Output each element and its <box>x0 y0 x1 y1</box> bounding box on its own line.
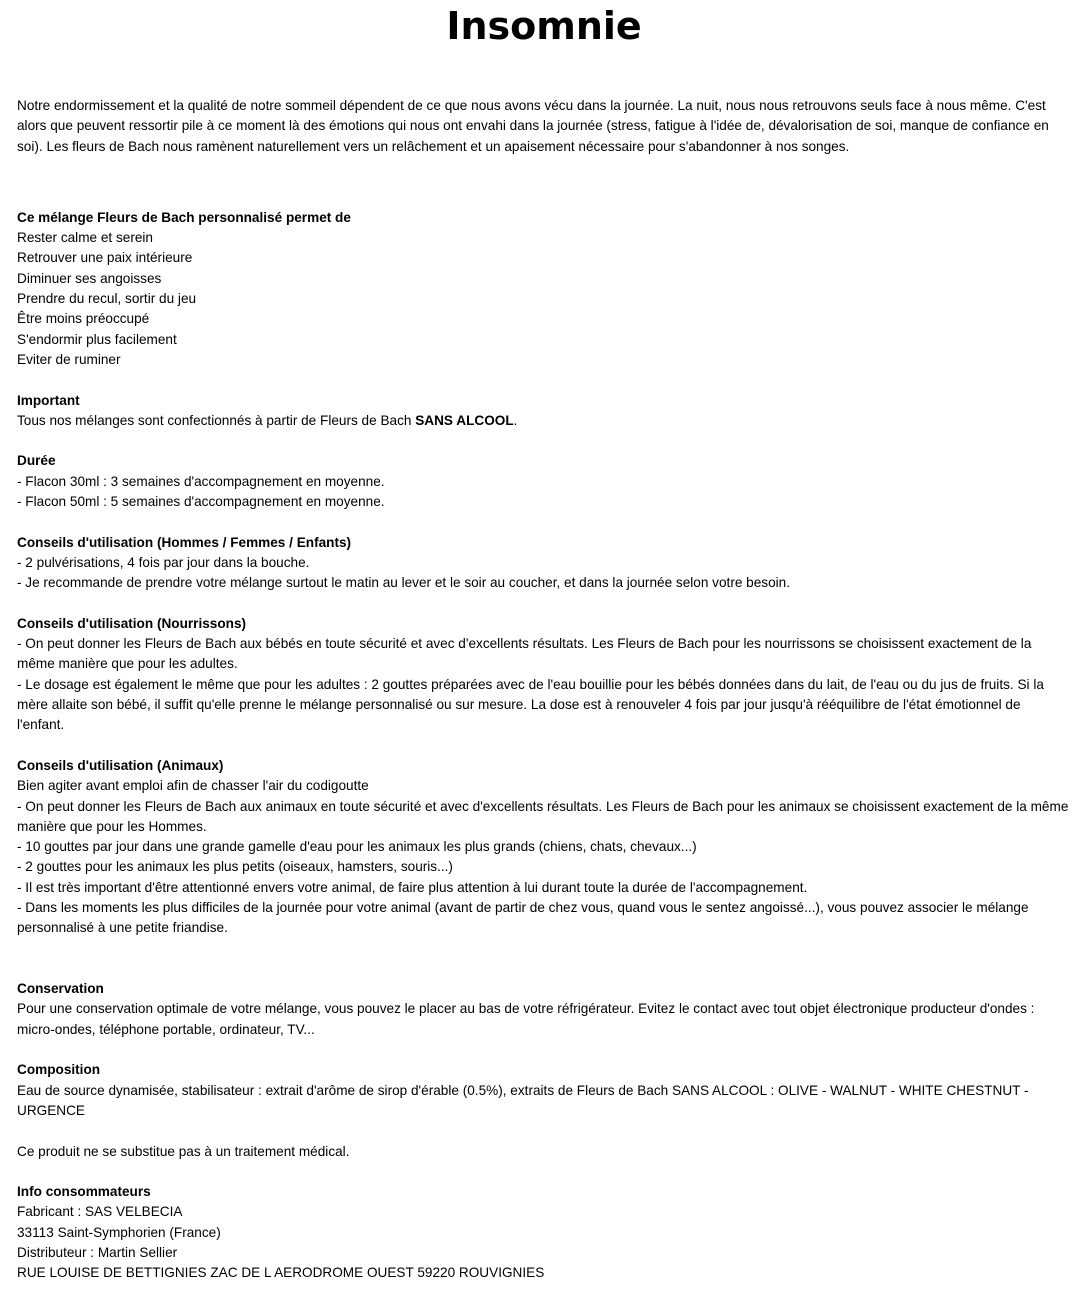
info-consommateurs-section <box>17 1182 1071 1283</box>
conseils-adultes-item: - 2 pulvérisations, 4 fois par jour dans la bouche. <box>17 554 310 570</box>
benefit-item: Être moins préoccupé <box>17 311 150 327</box>
duree-item: - Flacon 50ml : 5 semaines d'accompagnement en moyenne. <box>17 494 385 510</box>
conseils-nourrissons-item: - On peut donner les Fleurs de Bach aux bébés en toute sécurité et avec d'excellents résultats. Les Fleurs de Bach pour les nourrissons se choisissent exactement de la même manière que pour les adultes. <box>17 636 1032 672</box>
conservation-text: Pour une conservation optimale de votre mélange, vous pouvez le placer au bas de votre réfrigérateur. Evitez le contact avec tout objet électronique producteur d'ondes : micro-ondes, téléphone portable, ordinateur, TV... <box>17 1001 1035 1037</box>
conseils-adultes-section <box>17 533 1071 594</box>
important-heading: Important <box>17 392 80 408</box>
conseils-nourrissons-heading: Conseils d'utilisation (Nourrissons) <box>17 615 247 631</box>
conseils-animaux-item: - 2 gouttes pour les animaux les plus petits (oiseaux, hamsters, souris...) <box>17 859 453 875</box>
benefits-section <box>17 208 1071 370</box>
conseils-animaux-section <box>17 756 1071 939</box>
benefit-item: Retrouver une paix intérieure <box>17 250 193 266</box>
conseils-animaux-item: - 10 gouttes par jour dans une grande gamelle d'eau pour les animaux les plus grands (chiens, chats, chevaux...) <box>17 839 697 855</box>
page-title: Insomnie <box>446 4 642 48</box>
benefit-item: Diminuer ses angoisses <box>17 270 162 286</box>
conseils-adultes-heading: Conseils d'utilisation (Hommes / Femmes / Enfants) <box>17 534 352 550</box>
conseils-animaux-item: - Dans les moments les plus difficiles de la journée pour votre animal (avant de partir de chez vous, quand vous le sentez angoissé...), vous pouvez associer le mélange personnalisé à une petite friandise. <box>17 899 1029 936</box>
info-consommateurs-item: Fabricant : SAS VELBECIA <box>17 1204 183 1220</box>
benefit-item: S'endormir plus facilement <box>17 331 177 347</box>
conservation-section <box>17 979 1071 1040</box>
conseils-animaux-item: Bien agiter avant emploi afin de chasser l'air du codigoutte <box>17 778 369 794</box>
info-consommateurs-item: Distributeur : Martin Sellier <box>17 1245 178 1261</box>
conseils-nourrissons-item: - Le dosage est également le même que pour les adultes : 2 gouttes préparées avec de l'eau bouillie pour les bébés données dans du lait, de l'eau ou du jus de fruits. Si la mère allaite son bébé, il suffit qu'elle prenne le mélange personnalisé ou sur mesure. La dose est à renouveler 4 fois par jour jusqu'à rééquilibre de l'état émotionnel de l'enfant. <box>17 676 1044 733</box>
intro-paragraph: Notre endormissement et la qualité de notre sommeil dépendent de ce que nous avons vécu dans la journée. La nuit, nous nous retrouvons seuls face à nous même. C'est alors que peuvent ressortir pile à ce moment là des émotions qui nous ont envahi dans la journée (stress, fatigue à l'idée de, dévalorisation de soi, manque de confiance en soi). Les fleurs de Bach nous ramènent naturellement vers un relâchement et un apaisement nécessaire pour s'abandonner à nos songes. <box>17 98 1049 154</box>
important-text-start: Tous nos mélanges sont confectionnés à partir de Fleurs de Bach <box>17 412 416 428</box>
benefit-item: Prendre du recul, sortir du jeu <box>17 291 197 307</box>
conseils-animaux-item: - On peut donner les Fleurs de Bach aux animaux en toute sécurité et avec d'excellents résultats. Les Fleurs de Bach pour les animaux se choisissent exactement de la même manière que pour les Hommes. <box>17 798 1069 834</box>
conseils-adultes-item: - Je recommande de prendre votre mélange surtout le matin au lever et le soir au coucher, et dans la journée selon votre besoin. <box>17 575 791 591</box>
conseils-nourrissons-section <box>17 614 1071 736</box>
composition-text: Eau de source dynamisée, stabilisateur : extrait d'arôme de sirop d'érable (0.5%), extraits de Fleurs de Bach SANS ALCOOL : OLIVE - WALNUT - WHITE CHESTNUT - URGENCE <box>17 1082 1029 1118</box>
important-text <box>17 411 1071 431</box>
important-section <box>17 391 1071 432</box>
duree-item: - Flacon 30ml : 3 semaines d'accompagnement en moyenne. <box>17 473 385 489</box>
info-consommateurs-item: 33113 Saint-Symphorien (France) <box>17 1224 221 1240</box>
benefits-heading: Ce mélange Fleurs de Bach personnalisé permet de <box>17 209 351 225</box>
benefit-item: Eviter de ruminer <box>17 351 121 367</box>
conseils-animaux-item: - Il est très important d'être attentionné envers votre animal, de faire plus attention à lui durant toute la durée de l'accompagnement. <box>17 879 808 895</box>
duree-heading: Durée <box>17 453 56 469</box>
medical-disclaimer: Ce produit ne se substitue pas à un traitement médical. <box>17 1143 350 1159</box>
duree-section <box>17 451 1071 512</box>
important-text-end: . <box>513 412 518 428</box>
info-consommateurs-heading: Info consommateurs <box>17 1184 151 1200</box>
important-text-emphasis: SANS ALCOOL <box>415 412 514 428</box>
info-consommateurs-item: RUE LOUISE DE BETTIGNIES ZAC DE L AERODROME OUEST 59220 ROUVIGNIES <box>17 1265 545 1281</box>
benefit-item: Rester calme et serein <box>17 230 153 246</box>
composition-section <box>17 1060 1071 1121</box>
conservation-heading: Conservation <box>17 981 104 997</box>
conseils-animaux-heading: Conseils d'utilisation (Animaux) <box>17 757 224 773</box>
composition-heading: Composition <box>17 1062 101 1078</box>
